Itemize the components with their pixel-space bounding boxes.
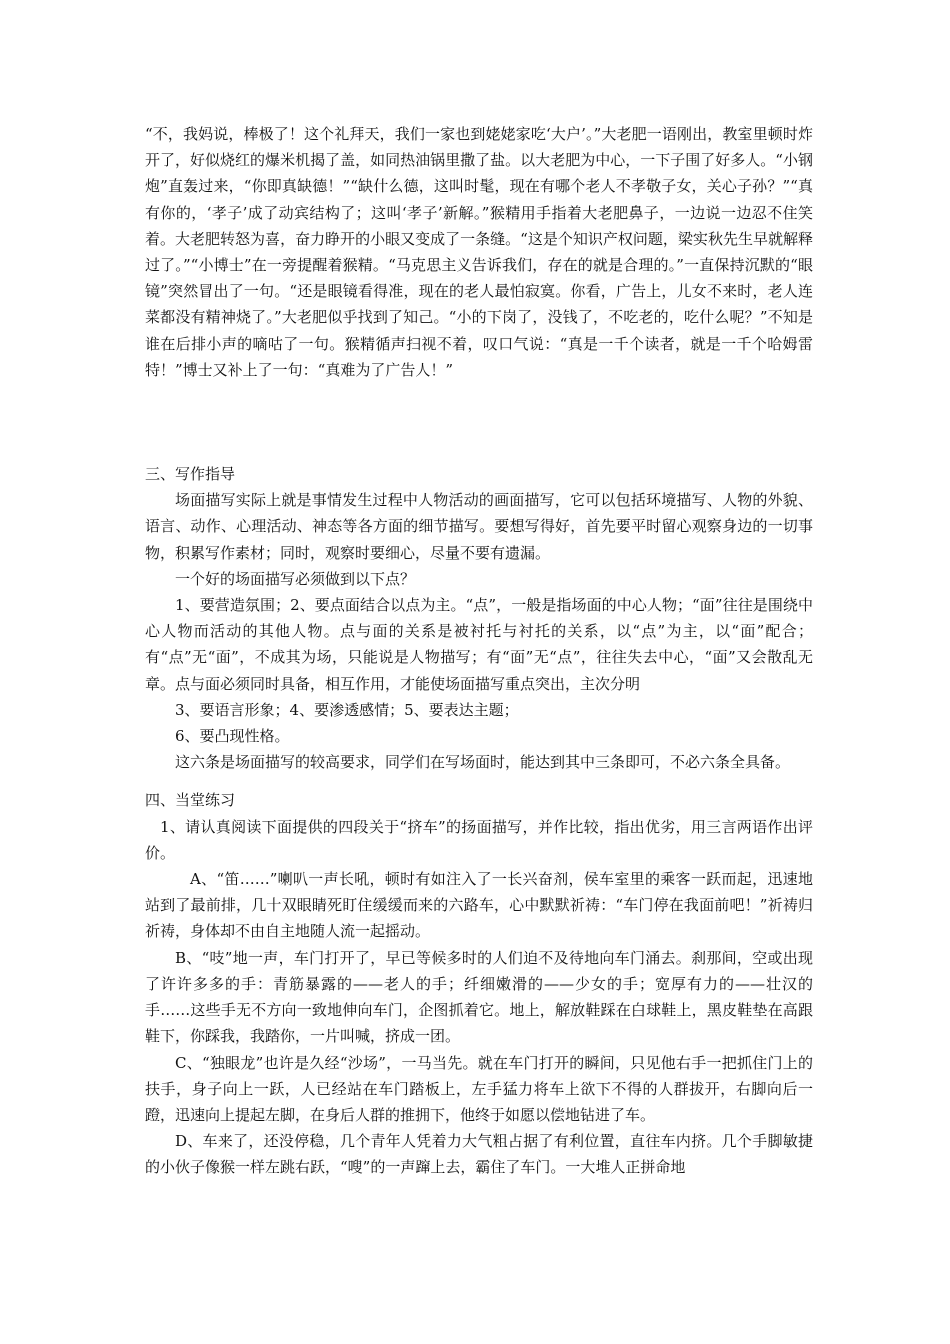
section-4-title: 四、当堂练习	[145, 791, 236, 810]
guidance-paragraph-2: 一个好的场面描写必须做到以下点？	[175, 569, 416, 588]
exercise-passage-a: A、“笛……”喇叭一声长吼，顿时有如注入了一长兴奋剂，侯车室里的乘客一跃而起，迅速地站到了最前排，几十双眼睛死盯住缓缓而来的六路车，心中默默祈祷：“车门停在我面前吧！”祈祷归祈祷，身体却不由自主地随人流一起摇动。	[145, 870, 813, 941]
guidance-paragraph-4: 3、要语言形象；4、要渗透感情；5、要表达主题；	[175, 700, 519, 719]
guidance-paragraph-3: 1、要营造氛围；2、要点面结合以点为主。“点”，一般是指场面的中心人物；“面”往往是围绕中心人物而活动的其他人物。点与面的关系是被衬托与衬托的关系，以“点”为主，以“面”配合；有“点”无“面”，不成其为场，只能说是人物描写；有“面”无“点”，往往失去中心，“面”又会散乱无章。点与面必须同时具备，相互作用，才能使场面描写重点突出，主次分明	[145, 596, 813, 693]
exercise-passage-b: B、“吱”地一声，车门打开了，早已等候多时的人们迫不及待地向车门涌去。刹那间，空或出现了许许多多的手：青筋暴露的——老人的手；纤细嫩滑的——少女的手；宽厚有力的——壮汉的手……这些手无不方向一致地伸向车门，企图抓着它。地上，解放鞋踩在白球鞋上，黑皮鞋垫在高跟鞋下，你踩我，我踏你，一片叫喊，挤成一团。	[145, 948, 813, 1046]
story-paragraph: “不，我妈说，棒极了！这个礼拜天，我们一家也到姥姥家吃‘大户’。”大老肥一语刚出，教室里顿时炸开了，好似烧红的爆米机揭了盖，如同热油锅里撒了盐。以大老肥为中心，一下子围了好多人。“小钢炮”直轰过来，“你即真缺德！”“缺什么德，这叫时髦，现在有哪个老人不孝敬子女，关心子孙？”“真有你的，‘孝子’成了动宾结构了；这叫‘孝子’新解。”猴精用手指着大老肥鼻子，一边说一边忍不住笑着。大老肥转怒为喜，奋力睁开的小眼又变成了一条缝。“这是个知识产权问题，梁实秋先生早就解释过了。”“小博士”在一旁提醒着猴精。“马克思主义告诉我们，存在的就是合理的。”一直保持沉默的“眼镜”突然冒出了一句。“还是眼镜看得准，现在的老人最怕寂寞。你看，广告上，儿女不来时，老人连菜都没有精神烧了。”大老肥似乎找到了知己。“小的下岗了，没钱了，不吃老的，吃什么呢？”不知是谁在后排小声的嘀咕了一句。猴精循声扫视不着，叹口气说：“真是一千个读者，就是一千个哈姆雷特！”博士又补上了一句：“真难为了广告人！”	[145, 125, 813, 379]
exercise-passage-d: D、车来了，还没停稳，几个青年人凭着力大气粗占据了有利位置，直往车内挤。几个手脚敏捷的小伙子像猴一样左跳右跃，“嗖”的一声蹿上去，霸住了车门。一大堆人正拼命地	[145, 1132, 813, 1177]
guidance-paragraph-6: 这六条是场面描写的较高要求，同学们在写场面时，能达到其中三条即可，不必六条全具备。	[175, 753, 791, 772]
exercise-passage-c: C、“独眼龙”也许是久经“沙场”，一马当先。就在车门打开的瞬间，只见他右手一把抓住门上的扶手，身子向上一跃，人已经站在车门踏板上，左手猛力将车上欲下不得的人群拔开，右脚向后一蹬，迅速向上提起左脚，在身后人群的推拥下，他终于如愿以偿地钻进了车。	[145, 1053, 813, 1124]
guidance-paragraph-1: 场面描写实际上就是事情发生过程中人物活动的画面描写，它可以包括环境描写、人物的外貌、语言、动作、心理活动、神态等各方面的细节描写。要想写得好，首先要平时留心观察身边的一切事物，积累写作素材；同时，观察时要细心，尽量不要有遗漏。	[145, 491, 813, 562]
document-page	[145, 121, 813, 1181]
guidance-paragraph-5: 6、要凸现性格。	[175, 727, 290, 746]
section-3-title: 三、写作指导	[145, 465, 236, 484]
exercise-question-1: 1、请认真阅读下面提供的四段关于“挤车”的扬面描写，并作比较，指出优劣，用三言两语作出评价。	[145, 817, 813, 862]
